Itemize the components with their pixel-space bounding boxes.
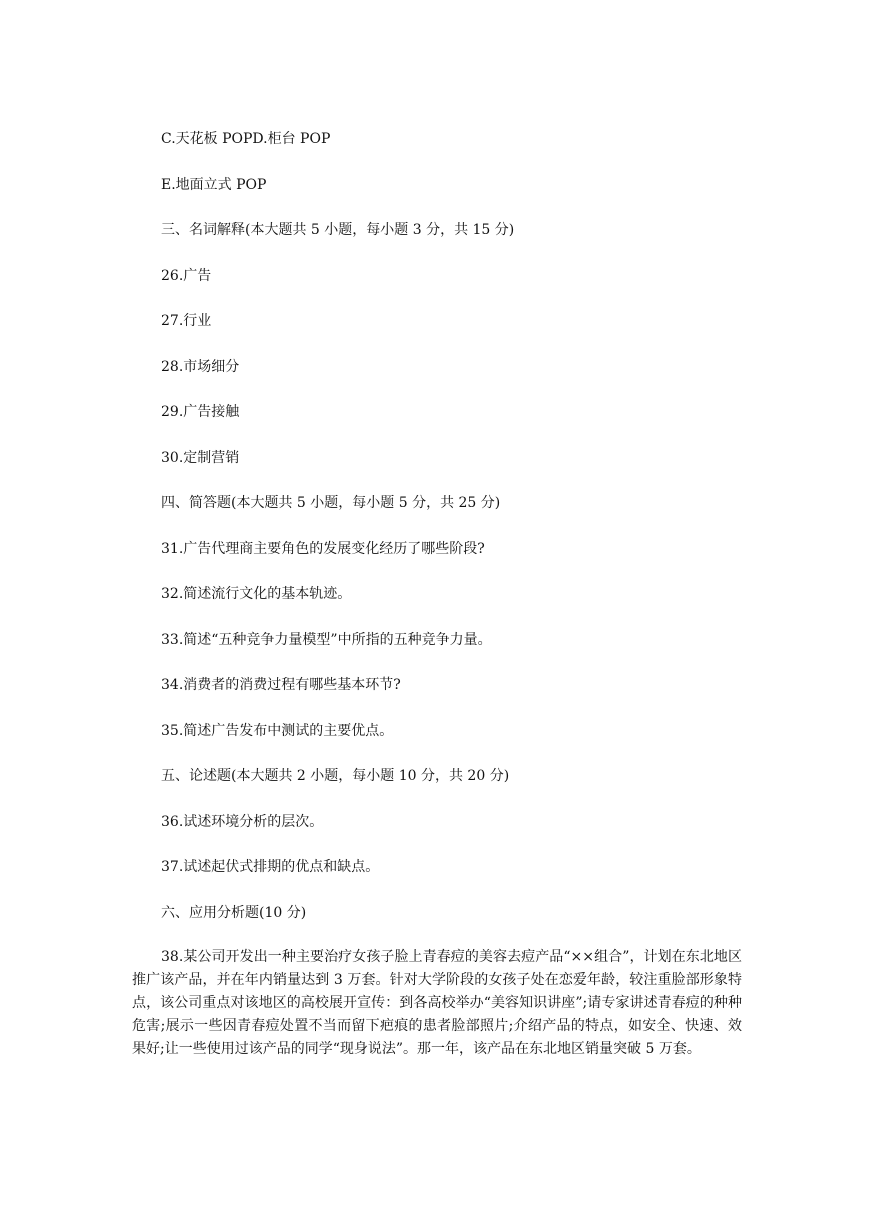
question-35: 35.简述广告发布中测试的主要优点。 xyxy=(161,723,394,739)
question-28: 28.市场细分 xyxy=(161,359,240,375)
section-heading-5: 五、论述题(本大题共 2 小题，每小题 10 分，共 20 分) xyxy=(161,768,510,784)
question-26: 26.广告 xyxy=(161,268,212,284)
option-line-c-d: C.天花板 POPD.柜台 POP xyxy=(161,131,331,147)
case-question-38: 38.某公司开发出一种主要治疗女孩子脸上青春痘的美容去痘产品“××组合”，计划在东北地区推广该产品，并在年内销量达到 3 万套。针对大学阶段的女孩子处在恋爱年龄，较注重脸部形象特点，该公司重点对该地区的高校展开宣传：到各高校举办“美容知识讲座”;请专家讲述青春痘的种种危害;展示一些因青春痘处置不当而留下疤痕的患者脸部照片;介绍产品的特点，如安全、快速、效果好;让一些使用过该产品的同学“现身说法”。那一年，该产品在东北地区销量突破 5 万套。 xyxy=(132,949,742,1057)
section-heading-6: 六、应用分析题(10 分) xyxy=(161,905,307,921)
question-30: 30.定制营销 xyxy=(161,450,240,466)
section-heading-4: 四、简答题(本大题共 5 小题，每小题 5 分，共 25 分) xyxy=(161,495,501,511)
option-line-e: E.地面立式 POP xyxy=(161,177,267,193)
question-32: 32.简述流行文化的基本轨迹。 xyxy=(161,586,352,602)
question-34: 34.消费者的消费过程有哪些基本环节? xyxy=(161,677,401,693)
question-36: 36.试述环境分析的层次。 xyxy=(161,814,324,830)
question-29: 29.广告接触 xyxy=(161,404,240,420)
section-heading-3: 三、名词解释(本大题共 5 小题，每小题 3 分，共 15 分) xyxy=(161,222,515,238)
question-27: 27.行业 xyxy=(161,313,212,329)
question-31: 31.广告代理商主要角色的发展变化经历了哪些阶段? xyxy=(161,541,485,557)
question-37: 37.试述起伏式排期的优点和缺点。 xyxy=(161,859,380,875)
question-33: 33.简述“五种竞争力量模型”中所指的五种竞争力量。 xyxy=(161,632,492,648)
